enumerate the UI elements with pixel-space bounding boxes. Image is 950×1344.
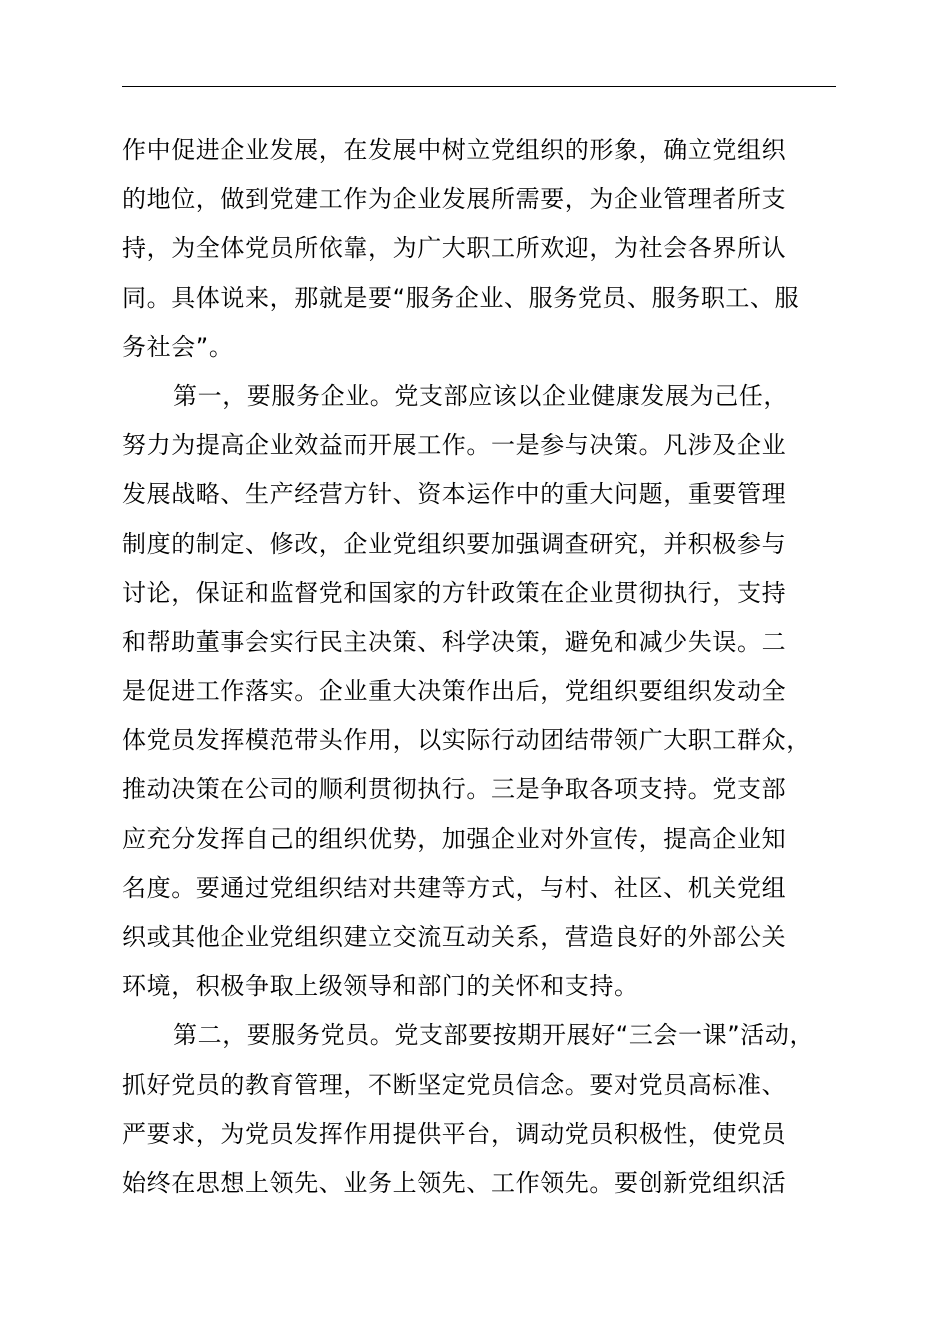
text-line: 推动决策在公司的顺利贯彻执行。三是争取各项支持。党支部 bbox=[122, 775, 787, 804]
paragraph-start-line: 第一，要服务企业。党支部应该以企业健康发展为己任， bbox=[173, 381, 788, 410]
text-line: 努力为提高企业效益而开展工作。一是参与决策。凡涉及企业 bbox=[122, 431, 787, 460]
text-line: 发展战略、生产经营方针、资本运作中的重大问题，重要管理 bbox=[122, 480, 787, 509]
paragraph-start-line: 第二，要服务党员。党支部要按期开展好“三会一课”活动， bbox=[173, 1021, 815, 1050]
text-line: 名度。要通过党组织结对共建等方式，与村、社区、机关党组 bbox=[122, 873, 787, 902]
text-line: 应充分发挥自己的组织优势，加强企业对外宣传，提高企业知 bbox=[122, 824, 787, 853]
text-line: 是促进工作落实。企业重大决策作出后，党组织要组织发动全 bbox=[122, 677, 787, 706]
text-line: 和帮助董事会实行民主决策、科学决策，避免和减少失误。二 bbox=[122, 627, 787, 656]
text-line: 严要求，为党员发挥作用提供平台，调动党员积极性，使党员 bbox=[122, 1119, 787, 1148]
text-line: 作中促进企业发展，在发展中树立党组织的形象，确立党组织 bbox=[122, 136, 787, 164]
text-line: 体党员发挥模范带头作用，以实际行动团结带领广大职工群众， bbox=[122, 726, 811, 755]
text-line: 同。具体说来，那就是要“服务企业、服务党员、服务职工、服 bbox=[122, 283, 800, 312]
body-text bbox=[122, 126, 838, 1208]
text-line: 的地位，做到党建工作为企业发展所需要，为企业管理者所支 bbox=[122, 185, 787, 214]
text-line: 环境，积极争取上级领导和部门的关怀和支持。 bbox=[122, 972, 639, 1001]
text-line: 务社会”。 bbox=[122, 332, 234, 361]
text-line: 制度的制定、修改，企业党组织要加强调查研究，并积极参与 bbox=[122, 529, 787, 558]
text-line: 始终在思想上领先、业务上领先、工作领先。要创新党组织活 bbox=[122, 1168, 787, 1197]
text-line: 讨论，保证和监督党和国家的方针政策在企业贯彻执行，支持 bbox=[122, 578, 787, 607]
text-line: 织或其他企业党组织建立交流互动关系，营造良好的外部公关 bbox=[122, 923, 787, 951]
header-rule bbox=[122, 86, 836, 87]
text-line: 抓好党员的教育管理，不断坚定党员信念。要对党员高标准、 bbox=[122, 1070, 787, 1099]
text-line: 持，为全体党员所依靠，为广大职工所欢迎，为社会各界所认 bbox=[122, 234, 787, 263]
